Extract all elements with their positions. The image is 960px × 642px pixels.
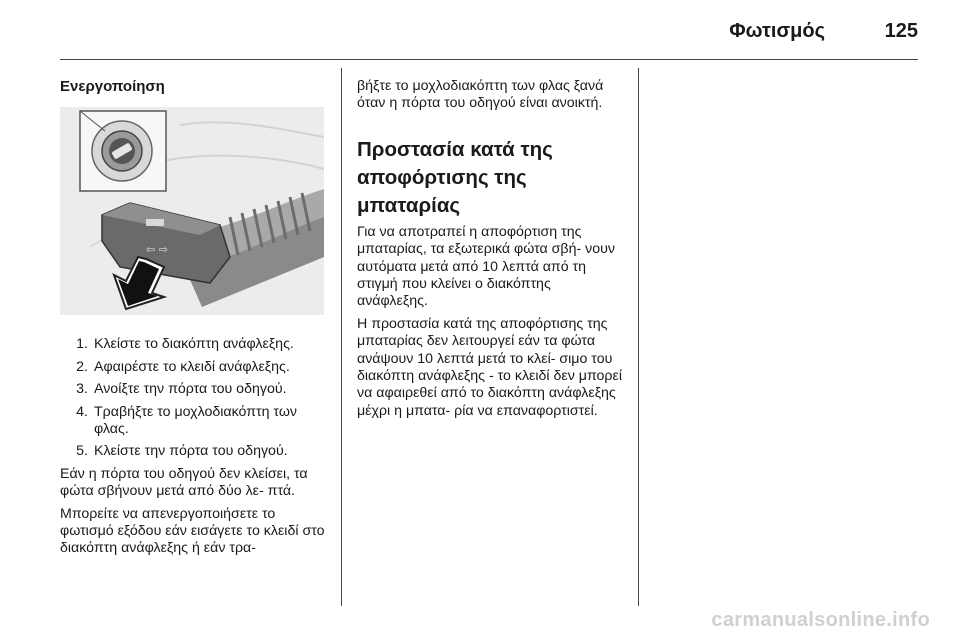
list-item: 5. Κλείστε την πόρτα του οδηγού.	[76, 443, 288, 460]
paragraph-deactivate: Μπορείτε να απενεργοποιήσετε το φωτισμό εξόδου εάν εισάγετε το κλειδί στο διακόπτη ανάφλεξης ή εάν τρα-	[60, 505, 325, 557]
column-divider-right	[638, 68, 639, 606]
paragraph-continuation: βήξτε το μοχλοδιακόπτη των φλας ξανά όταν η πόρτα του οδηγού είναι ανοικτή.	[357, 78, 604, 112]
page-title: Φωτισμός	[729, 20, 825, 42]
turn-signal-lever-illustration	[60, 107, 324, 315]
activation-steps-list	[60, 336, 326, 460]
section-heading-battery-protection: Προστασία κατά της αποφόρτισης της μπαταρίας	[357, 137, 553, 217]
list-item: 4. Τραβήξτε το μοχλοδιακόπτη των φλας.	[76, 403, 298, 438]
column-divider-left	[341, 68, 342, 606]
section-heading-activation: Ενεργοποίηση	[60, 78, 165, 95]
list-item: 1. Κλείστε το διακόπτη ανάφλεξης.	[76, 336, 294, 353]
list-item: 3. Ανοίξτε την πόρτα του οδηγού.	[76, 381, 287, 398]
ignition-inset	[80, 111, 166, 191]
page-number: 125	[884, 20, 918, 42]
paragraph-battery-2: Η προστασία κατά της αποφόρτισης της μπαταρίας δεν λειτουργεί εάν τα φώτα ανάψουν 10 λεπτά μετά το κλεί- σιμο του διακόπτη ανάφλεξης - το κλειδί δεν μπορεί να αφαιρεθεί από το διακόπτη ανάφλεξης μέχρι η μπατα- ρία να επαναφορτιστεί.	[357, 315, 622, 419]
watermark: carmanualsonline.info	[711, 609, 930, 631]
left-column	[60, 78, 326, 563]
header-divider	[60, 59, 918, 60]
list-item: 2. Αφαιρέστε το κλειδί ανάφλεξης.	[76, 358, 290, 375]
svg-text:⇦ ⇨: ⇦ ⇨	[146, 243, 168, 257]
right-column	[357, 78, 625, 425]
paragraph-battery-1: Για να αποτραπεί η αποφόρτιση της μπαταρίας, τα εξωτερικά φώτα σβή- νουν αυτόματα μετά από 10 λεπτά από τη στιγμή που κλείνει ο διακόπτης ανάφλεξης.	[357, 223, 615, 310]
paragraph-door-not-closed: Εάν η πόρτα του οδηγού δεν κλείσει, τα φώτα σβήνουν μετά από δύο λε- πτά.	[60, 465, 308, 500]
